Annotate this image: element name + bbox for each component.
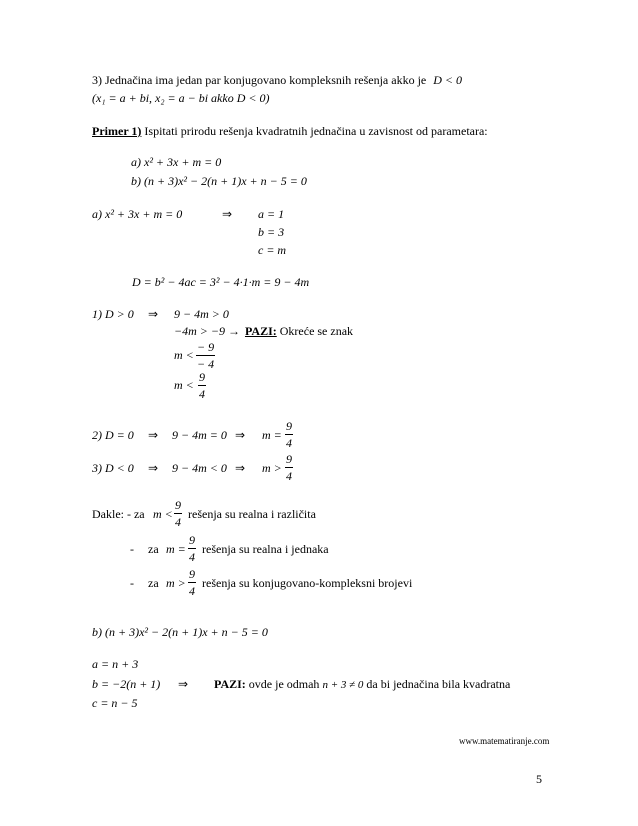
conclusion-line3-denominator: 4 [189,584,195,598]
case2-fraction [285,419,293,450]
conclusion-line2-za: za [148,542,159,556]
footer-site: www.matematiranje.com [459,736,550,746]
conclusion-line1-fraction [174,498,182,529]
case3-arrow-1: ⇒ [148,461,159,475]
part-b-note-text1: ovde je odmah [248,677,320,691]
case1-arrow: ⇒ [148,307,159,321]
part-b-note-label: PAZI: [214,677,246,691]
conclusion-lead: Dakle: - za [92,507,145,521]
example-title: Primer 1) [92,124,142,138]
case2-lhs: m = [262,428,282,442]
case1-step3-lhs: m < [174,348,194,362]
discriminant: D = b² − 4ac = 3² − 4·1·m = 9 − 4m [132,275,310,289]
case3-text: 3) Jednačina ima jedan par konjugovano kompleksnih rešenja akko je D < 0 [92,73,462,87]
example-heading [92,124,488,138]
conclusion-line1-text: rešenja su realna i različita [188,507,316,521]
case1-step3-fraction [196,340,215,371]
example-equation-b: b) (n + 3)x² − 2(n + 1)x + n − 5 = 0 [131,174,307,188]
case3-middle: 9 − 4m < 0 [172,461,227,475]
part-a-equation: a) x² + 3x + m = 0 [92,207,183,221]
conclusion-line3-numerator: 9 [189,567,195,581]
case3-arrow-2: ⇒ [235,461,246,475]
part-b-coef-b: b = −2(n + 1) [92,677,161,691]
case1-note-label: PAZI: [244,324,277,338]
conclusion-line2-numerator: 9 [189,533,195,547]
case3-head: 3) D < 0 [92,461,134,475]
case1-step1: 9 − 4m > 0 [174,307,229,321]
conclusion-line2-fraction [188,533,196,564]
case1-step4-denominator: 4 [199,387,205,401]
case1-head: 1) D > 0 [92,307,134,321]
part-b-equation: b) (n + 3)x² − 2(n + 1)x + n − 5 = 0 [92,625,268,639]
case2-head: 2) D = 0 [92,428,134,442]
part-b-coef-c: c = n − 5 [92,696,138,710]
conclusion-line1-numerator: 9 [175,498,181,512]
conclusion-line2-lhs: m = [166,542,186,556]
case1-step4-fraction [198,370,206,401]
conclusion-line1-lhs: m < [153,507,173,521]
case3-formula: (x₁ = a + bi, x₂ = a − bi akko D < 0) [92,91,270,105]
conclusion-line3-lhs: m > [166,576,186,590]
conclusion-line3-dash: - [130,576,134,590]
case3-condition: D < 0 [433,73,462,87]
case2-middle: 9 − 4m = 0 [172,428,227,442]
case3-fraction [285,452,293,483]
example-equation-a: a) x² + 3x + m = 0 [131,155,222,169]
part-b-note-condition: n + 3 ≠ 0 [322,679,364,691]
part-b-arrow: ⇒ [178,677,189,691]
case2-numerator: 9 [286,419,292,433]
example-text: Ispitati prirodu rešenja kvadratnih jednačina u zavisnost od parametara: [144,124,488,138]
case1-step3-denominator: − 4 [197,357,215,371]
case1-step3-numerator: − 9 [197,340,215,354]
case1-step4-lhs: m < [174,378,194,392]
case1-note-text: Okreće se znak [279,324,354,338]
conclusion-line2-text: rešenja su realna i jednaka [202,542,329,556]
case3-numerator: 9 [286,452,292,466]
conclusion-line1-denominator: 4 [175,515,181,529]
coef-a: a = 1 [258,207,285,221]
case3-lhs: m > [262,461,282,475]
implies-arrow: ⇒ [222,207,233,221]
case2-arrow-2: ⇒ [235,428,246,442]
case1-step2: −4m > −9 → [174,324,240,338]
conclusion-line3-za: za [148,576,159,590]
part-b-coef-a: a = n + 3 [92,657,139,671]
conclusion-line2-dash: - [130,542,134,556]
conclusion-line3-fraction [188,567,196,598]
case2-denominator: 4 [286,436,292,450]
page-number: 5 [536,772,542,786]
conclusion-line2-denominator: 4 [189,550,195,564]
case2-arrow-1: ⇒ [148,428,159,442]
coef-b: b = 3 [258,225,285,239]
part-b-note [214,677,510,692]
case3-denominator: 4 [286,469,292,483]
case1-step2-line [174,324,353,338]
case1-step4-numerator: 9 [199,370,205,384]
conclusion-line3-text: rešenja su konjugovano-kompleksni brojevi [202,576,413,590]
part-b-note-text2: da bi jednačina bila kvadratna [366,677,511,691]
coef-c: c = m [258,243,287,257]
